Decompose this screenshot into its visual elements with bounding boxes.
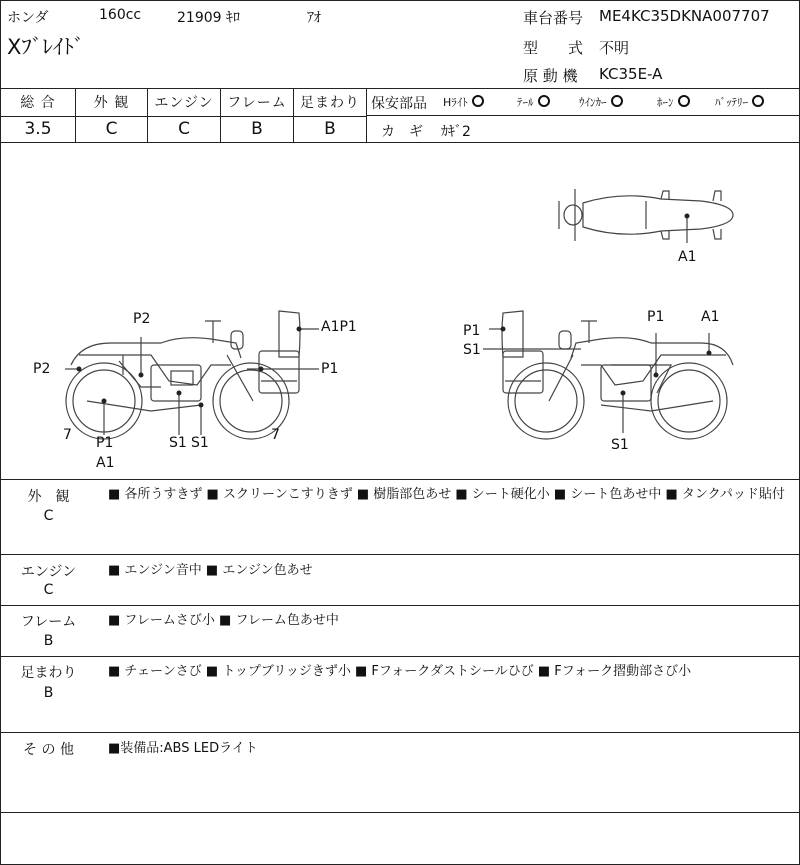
grade-label: エンジン	[154, 95, 214, 111]
grade-label: 外 観	[93, 95, 130, 111]
diagram-label: S1	[169, 435, 187, 451]
type-label: 型 式	[523, 39, 584, 57]
grade-value: B	[221, 116, 293, 142]
diagram-label: P2	[133, 311, 151, 327]
diagram-label: 7	[271, 427, 280, 443]
safety-item-horn: ﾎｰﾝ	[657, 94, 690, 110]
diagram-label: S1	[611, 437, 629, 453]
engine-number: KC35E-A	[599, 65, 663, 83]
grade-label: フレーム	[227, 95, 287, 111]
grade-label: 足まわり	[300, 95, 360, 111]
ok-circle-icon	[752, 95, 764, 107]
safety-item-tail: ﾃｰﾙ	[517, 94, 550, 110]
grade-value: C	[148, 116, 220, 142]
displacement: 160cc	[99, 7, 142, 23]
safety-parts	[367, 89, 800, 143]
motorcycle-left-view	[65, 311, 319, 439]
safety-label: 保安部品	[371, 96, 427, 112]
maker: ホンダ	[7, 10, 49, 26]
diagram-label: A1	[96, 455, 115, 471]
grade-value: 3.5	[1, 116, 75, 142]
diagram-label: S1	[463, 342, 481, 358]
diagram-label: A1	[701, 309, 720, 325]
motorcycle-top-view	[559, 189, 733, 243]
grade-frame	[221, 89, 294, 143]
comment-text: ■装備品:ABS LEDライト	[108, 741, 258, 756]
comment-category: エンジン	[20, 564, 77, 580]
ok-circle-icon	[678, 95, 690, 107]
diagram-label: A1	[678, 249, 697, 265]
grade-value: C	[76, 116, 147, 142]
safety-item-battery: ﾊﾞｯﾃﾘｰ	[715, 94, 764, 110]
grade-exterior	[76, 89, 148, 143]
comment-category: そ の 他	[23, 742, 74, 758]
comment-text: ■ チェーンさび ■ トップブリッジきず小 ■ Fフォークダストシールひび ■ Fフォーク摺動部さび小	[108, 664, 692, 679]
motorcycle-diagram	[1, 143, 800, 480]
diagram-label: P1	[321, 361, 339, 377]
vehicle-header	[1, 1, 800, 89]
comment-other	[1, 733, 800, 813]
key-row	[367, 116, 800, 143]
safety-item-winker: ｳｲﾝｶｰ	[579, 94, 623, 110]
comment-text: ■ フレームさび小 ■ フレーム色あせ中	[108, 613, 339, 628]
comment-grade: C	[43, 582, 54, 598]
damage-markers	[77, 214, 712, 408]
diagram-label: 7	[63, 427, 72, 443]
comment-grade: B	[43, 633, 54, 649]
diagram-label: S1	[191, 435, 209, 451]
key-label: カ ギ	[381, 124, 423, 140]
color: ｱｵ	[307, 10, 321, 26]
mileage: 21909 ｷﾛ	[177, 10, 240, 26]
grade-table	[1, 89, 800, 143]
ok-circle-icon	[611, 95, 623, 107]
comment-text: ■ 各所うすきず ■ スクリーンこすりきず ■ 樹脂部色あせ ■ シート硬化小 ■ シート色あせ中 ■ タンクパッド貼付	[108, 487, 785, 502]
comment-grade: C	[43, 508, 54, 524]
diagram-label: A1P1	[321, 319, 357, 335]
grade-suspension	[294, 89, 367, 143]
comment-grade: B	[43, 685, 54, 701]
comment-category: フレーム	[20, 614, 77, 630]
key-value: ｶｷﾞ2	[441, 124, 471, 140]
comment-exterior	[1, 480, 800, 555]
type-value: 不明	[599, 39, 630, 57]
comment-category: 足まわり	[20, 665, 77, 681]
engine-label: 原 動 機	[523, 67, 578, 85]
ok-circle-icon	[538, 95, 550, 107]
damage-diagram	[1, 143, 800, 480]
ok-circle-icon	[472, 95, 484, 107]
diagram-label: P2	[33, 361, 51, 377]
diagram-label: P1	[647, 309, 665, 325]
comment-engine	[1, 555, 800, 606]
grade-engine	[148, 89, 221, 143]
grade-value: B	[294, 116, 366, 142]
safety-item-headlight: Hﾗｲﾄ	[443, 94, 484, 110]
model-name: Xﾌﾞﾚｲﾄﾞ	[7, 35, 85, 59]
comment-text: ■ エンジン音中 ■ エンジン色あせ	[108, 563, 313, 578]
comment-category: 外 観	[27, 489, 70, 505]
grade-label: 総 合	[20, 95, 56, 111]
comment-suspension	[1, 657, 800, 733]
frame-label: 車台番号	[523, 9, 584, 27]
safety-parts-row	[367, 89, 800, 116]
comment-frame	[1, 606, 800, 657]
diagram-label: P1	[96, 435, 114, 451]
frame-number: ME4KC35DKNA007707	[599, 7, 770, 25]
grade-overall	[1, 89, 76, 143]
diagram-label: P1	[463, 323, 481, 339]
motorcycle-right-view	[483, 311, 733, 439]
